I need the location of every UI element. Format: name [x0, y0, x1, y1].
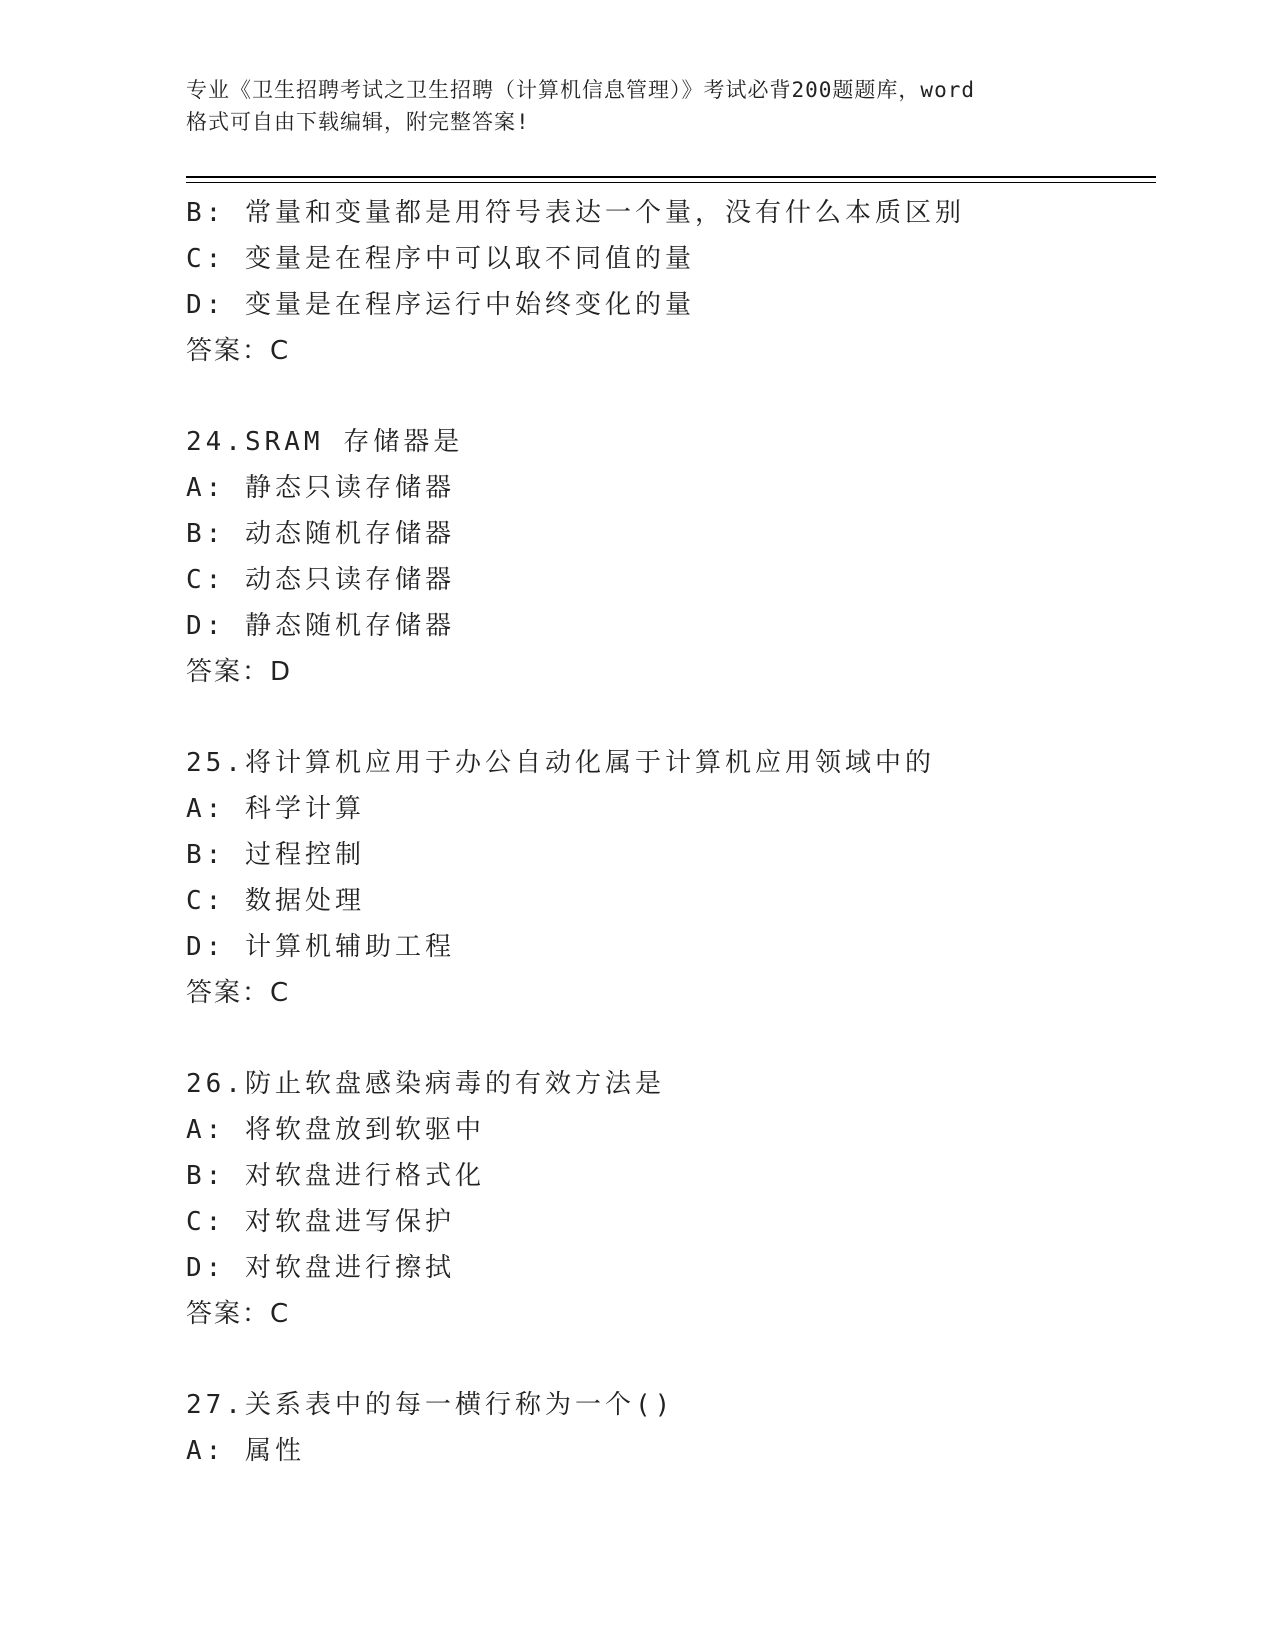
question-text: 27.关系表中的每一横行称为一个() — [186, 1390, 675, 1420]
answer: 答案：C — [186, 978, 291, 1008]
option-d: D: 静态随机存储器 — [186, 611, 455, 641]
option-d: D: 计算机辅助工程 — [186, 932, 455, 962]
option-c: C: 变量是在程序中可以取不同值的量 — [186, 244, 695, 274]
answer: 答案：C — [186, 1299, 291, 1329]
option-c: C: 数据处理 — [186, 886, 365, 916]
spacer — [186, 374, 1156, 419]
spacer — [186, 695, 1156, 740]
question-text: 25.将计算机应用于办公自动化属于计算机应用领域中的 — [186, 748, 935, 778]
question-26 — [186, 1061, 1156, 1337]
header-line-1: 专业《卫生招聘考试之卫生招聘（计算机信息管理）》考试必背200题题库，word — [186, 78, 975, 102]
option-b: B: 常量和变量都是用符号表达一个量，没有什么本质区别 — [186, 198, 965, 228]
option-a: A: 科学计算 — [186, 794, 365, 824]
document-header — [186, 74, 1086, 138]
question-text: 24.SRAM 存储器是 — [186, 427, 464, 457]
spacer — [186, 1337, 1156, 1382]
option-a: A: 属性 — [186, 1436, 305, 1466]
option-b: B: 对软盘进行格式化 — [186, 1161, 485, 1191]
option-b: B: 过程控制 — [186, 840, 365, 870]
option-b: B: 动态随机存储器 — [186, 519, 455, 549]
option-d: D: 变量是在程序运行中始终变化的量 — [186, 290, 695, 320]
option-d: D: 对软盘进行擦拭 — [186, 1253, 455, 1283]
option-c: C: 对软盘进写保护 — [186, 1207, 455, 1237]
spacer — [186, 1016, 1156, 1061]
header-divider-thick — [186, 176, 1156, 178]
question-list — [186, 190, 1156, 1474]
question-text: 26.防止软盘感染病毒的有效方法是 — [186, 1069, 665, 1099]
question-27 — [186, 1382, 1156, 1474]
option-a: A: 静态只读存储器 — [186, 473, 455, 503]
answer: 答案：D — [186, 657, 293, 687]
question-24 — [186, 419, 1156, 695]
question-25 — [186, 740, 1156, 1016]
header-line-2: 格式可自由下载编辑，附完整答案! — [186, 110, 530, 134]
option-c: C: 动态只读存储器 — [186, 565, 455, 595]
question-23 — [186, 190, 1156, 374]
option-a: A: 将软盘放到软驱中 — [186, 1115, 485, 1145]
header-divider-thin — [186, 182, 1156, 183]
answer: 答案：C — [186, 336, 291, 366]
